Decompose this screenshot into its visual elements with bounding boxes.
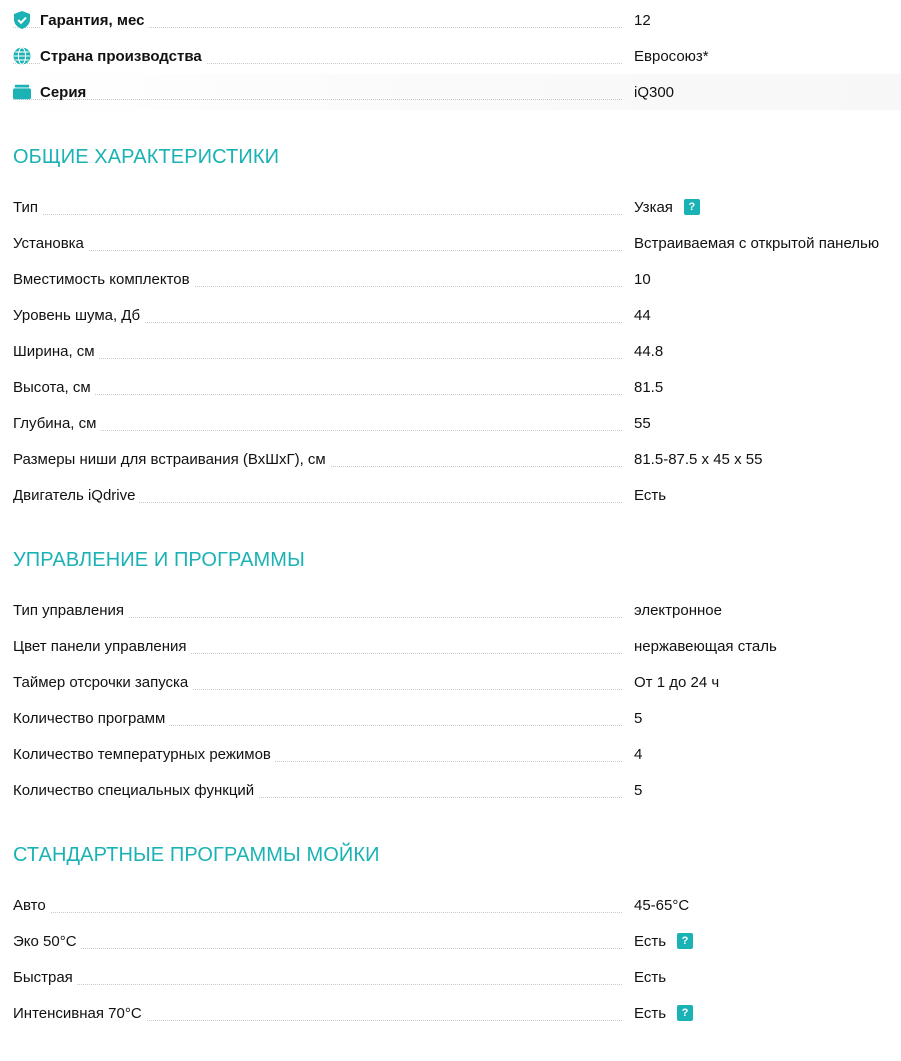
series-box-icon <box>13 83 31 101</box>
spec-value: 44.8 <box>634 342 664 360</box>
spec-name: Быстрая <box>13 969 77 986</box>
spec-name: Тип управления <box>13 602 128 619</box>
section-title: СТАНДАРТНЫЕ ПРОГРАММЫ МОЙКИ <box>13 843 380 866</box>
spec-row <box>0 592 901 628</box>
spec-name: Серия <box>40 83 87 101</box>
section-title: ОБЩИЕ ХАРАКТЕРИСТИКИ <box>13 145 280 168</box>
spec-value: 10 <box>634 270 651 288</box>
spec-row <box>0 225 901 261</box>
spec-row <box>0 664 901 700</box>
spec-value: нержавеющая сталь <box>634 637 777 655</box>
spec-name: Количество программ <box>13 710 169 727</box>
section-title: УПРАВЛЕНИЕ И ПРОГРАММЫ <box>13 548 305 571</box>
spec-row <box>0 369 901 405</box>
spec-value: электронное <box>634 601 722 619</box>
spec-name: Гарантия, мес <box>40 12 148 29</box>
spec-value: 5 <box>634 709 643 727</box>
spec-row <box>0 736 901 772</box>
spec-name: Страна производства <box>40 48 206 65</box>
spec-row <box>0 189 901 225</box>
spec-value: От 1 до 24 ч <box>634 673 720 691</box>
spec-row <box>0 441 901 477</box>
spec-value: iQ300 <box>634 83 675 101</box>
dotted-leader <box>13 358 622 359</box>
dotted-leader <box>13 430 622 431</box>
spec-name: Таймер отсрочки запуска <box>13 674 192 691</box>
spec-value: Встраиваемая с открытой панелью <box>634 234 880 252</box>
spec-row-series <box>0 74 901 110</box>
spec-value: Есть <box>634 1004 667 1022</box>
spec-name: Установка <box>13 235 88 252</box>
dotted-leader <box>13 99 622 100</box>
spec-row-warranty <box>0 2 901 38</box>
section-wash-programs <box>0 835 901 1031</box>
spec-value: 45-65°C <box>634 896 690 914</box>
spec-row <box>0 700 901 736</box>
spec-name: Уровень шума, Дб <box>13 307 144 324</box>
spec-value: 12 <box>634 11 651 29</box>
spec-value: Есть <box>634 968 667 986</box>
spec-value: 44 <box>634 306 651 324</box>
spec-name: Глубина, см <box>13 415 100 432</box>
key-specs <box>0 0 901 110</box>
spec-name: Размеры ниши для встраивания (ВхШхГ), см <box>13 451 330 468</box>
spec-name: Вместимость комплектов <box>13 271 194 288</box>
help-tooltip-button[interactable]: ? <box>677 1005 693 1021</box>
spec-value: 81.5-87.5 x 45 x 55 <box>634 450 763 468</box>
spec-name: Количество специальных функций <box>13 782 258 799</box>
spec-row <box>0 887 901 923</box>
spec-row <box>0 261 901 297</box>
dotted-leader <box>13 214 622 215</box>
spec-row <box>0 923 901 959</box>
dotted-leader <box>13 394 622 395</box>
dotted-leader <box>13 984 622 985</box>
spec-row <box>0 405 901 441</box>
spec-value: 5 <box>634 781 643 799</box>
dotted-leader <box>13 948 622 949</box>
section-control <box>0 540 901 808</box>
spec-row <box>0 297 901 333</box>
spec-row <box>0 772 901 808</box>
section-general <box>0 137 901 513</box>
spec-row <box>0 959 901 995</box>
spec-value: Узкая <box>634 198 673 216</box>
spec-name: Эко 50°C <box>13 933 81 950</box>
spec-value: Есть <box>634 932 667 950</box>
spec-row <box>0 333 901 369</box>
spec-value: Евросоюз* <box>634 47 709 65</box>
shield-check-icon <box>13 11 31 29</box>
dotted-leader <box>13 912 622 913</box>
dotted-leader <box>13 250 622 251</box>
spec-name: Ширина, см <box>13 343 99 360</box>
spec-value: 81.5 <box>634 378 664 396</box>
spec-value: Есть <box>634 486 667 504</box>
spec-row <box>0 477 901 513</box>
spec-row <box>0 995 901 1031</box>
help-tooltip-button[interactable]: ? <box>677 933 693 949</box>
spec-name: Количество температурных режимов <box>13 746 275 763</box>
spec-name: Авто <box>13 897 50 914</box>
help-tooltip-button[interactable]: ? <box>684 199 700 215</box>
spec-row <box>0 628 901 664</box>
spec-value: 55 <box>634 414 651 432</box>
spec-name: Интенсивная 70°C <box>13 1005 146 1022</box>
spec-row-country <box>0 38 901 74</box>
spec-name: Тип <box>13 199 42 216</box>
spec-name: Высота, см <box>13 379 95 396</box>
spec-value: 4 <box>634 745 643 763</box>
spec-name: Цвет панели управления <box>13 638 190 655</box>
spec-name: Двигатель iQdrive <box>13 487 139 504</box>
globe-icon <box>13 47 31 65</box>
